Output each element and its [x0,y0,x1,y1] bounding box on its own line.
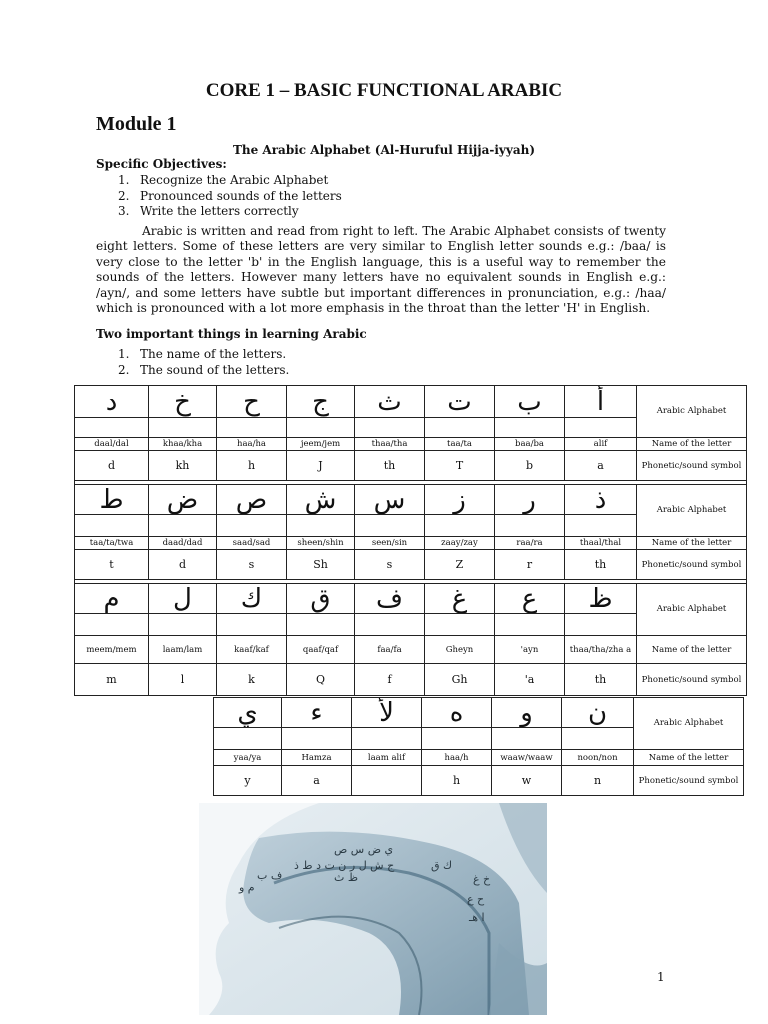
objectives-heading: Specific Objectives: [96,157,227,171]
row-label-arabic-alphabet: Arabic Alphabet [634,698,744,750]
blank-cell [495,515,565,537]
phonetic-symbol: b [495,451,565,481]
letter-name: meem/mem [75,636,149,664]
blank-cell [355,515,425,537]
image-letter-group: ف ب [257,869,283,882]
section-subtitle: The Arabic Alphabet (Al-Huruful Hijja-iyyah) [232,143,536,157]
letter-name: Gheyn [425,636,495,664]
phonetic-symbol: a [282,766,352,796]
letter-name: taa/ta/twa [75,537,149,550]
arabic-letter: ع [495,584,565,614]
arabic-letter: ط [75,485,149,515]
phonetic-symbol: Gh [425,664,495,696]
blank-cell [149,515,217,537]
arabic-letter: ن [562,698,634,728]
blank-cell [287,418,355,438]
image-letter-group: ك ق [431,859,453,872]
phonetic-symbol: h [217,451,287,481]
image-letter-group: خ غ [473,873,491,886]
letter-name: thaa/tha [355,438,425,451]
list-item: 1. Recognize the Arabic Alphabet [118,173,329,187]
letter-name: zaay/zay [425,537,495,550]
arabic-letter: ي [214,698,282,728]
row-label-arabic-alphabet: Arabic Alphabet [637,584,747,636]
arabic-letter: ذ [565,485,637,515]
row-label-arabic-alphabet: Arabic Alphabet [637,386,747,438]
letter-name: jeem/jem [287,438,355,451]
letter-name: baa/ba [495,438,565,451]
blank-cell [75,614,149,636]
row-label-phonetic: Phonetic/sound symbol [637,664,747,696]
document-title: CORE 1 – BASIC FUNCTIONAL ARABIC [205,80,563,101]
letter-name: qaaf/qaf [287,636,355,664]
blank-cell [425,614,495,636]
blank-cell [355,614,425,636]
letter-name: thaa/tha/zha a [565,636,637,664]
letter-name: alif [565,438,637,451]
blank-cell [282,728,352,750]
letter-name: haa/h [422,750,492,766]
phonetic-symbol: r [495,550,565,580]
phonetic-symbol: s [217,550,287,580]
letter-name: haa/ha [217,438,287,451]
phonetic-symbol: d [75,451,149,481]
list-item: 2. The sound of the letters. [118,362,290,377]
arabic-letter: ر [495,485,565,515]
letter-name: sheen/shin [287,537,355,550]
image-letter-group: ح ع [467,893,485,906]
blank-cell [352,728,422,750]
letter-name: laam/lam [149,636,217,664]
phonetic-symbol: 'a [495,664,565,696]
blank-cell [214,728,282,750]
letter-name: Hamza [282,750,352,766]
phonetic-symbol: w [492,766,562,796]
image-letter-group: ج ش ل ر ن ت د ط ذ [294,859,395,872]
row-label-phonetic: Phonetic/sound symbol [637,451,747,481]
arabic-letter: ه [422,698,492,728]
blank-cell [422,728,492,750]
phonetic-symbol: t [75,550,149,580]
letter-name: noon/non [562,750,634,766]
alphabet-table [74,385,747,696]
arabic-letter: ث [355,386,425,418]
row-label-name: Name of the letter [637,537,747,550]
blank-cell [495,614,565,636]
arabic-letter: ء [282,698,352,728]
phonetic-symbol: n [562,766,634,796]
letter-name: taa/ta [425,438,495,451]
blank-cell [287,515,355,537]
arabic-letter: د [75,386,149,418]
blank-cell [495,418,565,438]
phonetic-symbol: d [149,550,217,580]
arabic-letter: ش [287,485,355,515]
letter-name: saad/sad [217,537,287,550]
arabic-letter: لأ [352,698,422,728]
phonetic-symbol: Sh [287,550,355,580]
letter-name: thaal/thal [565,537,637,550]
letter-name: faa/fa [355,636,425,664]
arabic-letter: ق [287,584,355,614]
row-label-name: Name of the letter [637,636,747,664]
arabic-letter: س [355,485,425,515]
phonetic-symbol: h [422,766,492,796]
two-things-heading: Two important things in learning Arabic [96,327,367,341]
blank-cell [565,515,637,537]
phonetic-symbol: l [149,664,217,696]
arabic-letter: م [75,584,149,614]
row-label-arabic-alphabet: Arabic Alphabet [637,485,747,537]
arabic-letter: ل [149,584,217,614]
blank-cell [425,515,495,537]
blank-cell [565,418,637,438]
blank-cell [287,614,355,636]
phonetic-symbol: th [565,550,637,580]
arabic-letter: ز [425,485,495,515]
phonetic-symbol: th [565,664,637,696]
arabic-letter: خ [149,386,217,418]
letter-name: seen/sin [355,537,425,550]
blank-cell [149,418,217,438]
blank-cell [492,728,562,750]
letter-name: kaaf/kaf [217,636,287,664]
intro-paragraph: Arabic is written and read from right to left. The Arabic Alphabet consists of twenty eight letters. Some of these letters are very similar to English letter sounds e.g.: /baa/ is very close to the letter 'b' in the English language, this is a useful way to remember the sounds of the letters. However many letters have no equivalent sounds in English e.g.: /ayn/, and some letters have subtle but important differences in pronunciation, e.g.: /haa/ which is pronounced with a lot more emphasis in the throat than the letter 'H' in English. [96,224,666,316]
letter-name: waaw/waaw [492,750,562,766]
blank-cell [355,418,425,438]
arabic-letter: و [492,698,562,728]
arabic-letter: ف [355,584,425,614]
blank-cell [75,515,149,537]
letter-name: raa/ra [495,537,565,550]
phonetic-symbol: J [287,451,355,481]
arabic-letter: ت [425,386,495,418]
arabic-letter: ب [495,386,565,418]
arabic-letter: ك [217,584,287,614]
blank-cell [217,515,287,537]
arabic-letter: ظ [565,584,637,614]
mouth-diagram [199,803,547,1015]
phonetic-symbol: m [75,664,149,696]
image-letter-group: م و [239,881,255,894]
page-number: 1 [657,970,665,984]
phonetic-symbol: a [565,451,637,481]
row-label-name: Name of the letter [634,750,744,766]
list-item: 2. Pronounced sounds of the letters [118,188,342,203]
image-letter-group: ي ض س ص [334,843,394,856]
phonetic-symbol: f [355,664,425,696]
row-label-phonetic: Phonetic/sound symbol [637,550,747,580]
image-letter-group: ا هـ [469,911,485,924]
letter-name: yaa/ya [214,750,282,766]
vocal-tract-image [199,803,547,1015]
letter-name: laam alif [352,750,422,766]
phonetic-symbol: s [355,550,425,580]
arabic-letter: أ [565,386,637,418]
arabic-letter: ص [217,485,287,515]
arabic-letter: ض [149,485,217,515]
objectives-list [118,173,342,220]
alphabet-table-last [213,697,744,796]
phonetic-symbol: Z [425,550,495,580]
blank-cell [565,614,637,636]
phonetic-symbol: y [214,766,282,796]
blank-cell [562,728,634,750]
letter-name: 'ayn [495,636,565,664]
blank-cell [217,614,287,636]
phonetic-symbol: kh [149,451,217,481]
arabic-letter: ج [287,386,355,418]
list-item: 1. The name of the letters. [118,347,287,361]
arabic-letter: غ [425,584,495,614]
blank-cell [149,614,217,636]
list-item: 3. Write the letters correctly [118,204,299,218]
letter-name: daal/dal [75,438,149,451]
blank-cell [75,418,149,438]
phonetic-symbol: k [217,664,287,696]
module-heading: Module 1 [96,113,177,135]
image-letter-group: ظ ث [334,871,359,884]
phonetic-symbol: Q [287,664,355,696]
phonetic-symbol: T [425,451,495,481]
row-label-phonetic: Phonetic/sound symbol [634,766,744,796]
letter-name: daad/dad [149,537,217,550]
phonetic-symbol: th [355,451,425,481]
arabic-letter: ح [217,386,287,418]
blank-cell [425,418,495,438]
letter-name: khaa/kha [149,438,217,451]
two-things-list [118,347,289,378]
blank-cell [217,418,287,438]
row-label-name: Name of the letter [637,438,747,451]
phonetic-symbol [352,766,422,796]
